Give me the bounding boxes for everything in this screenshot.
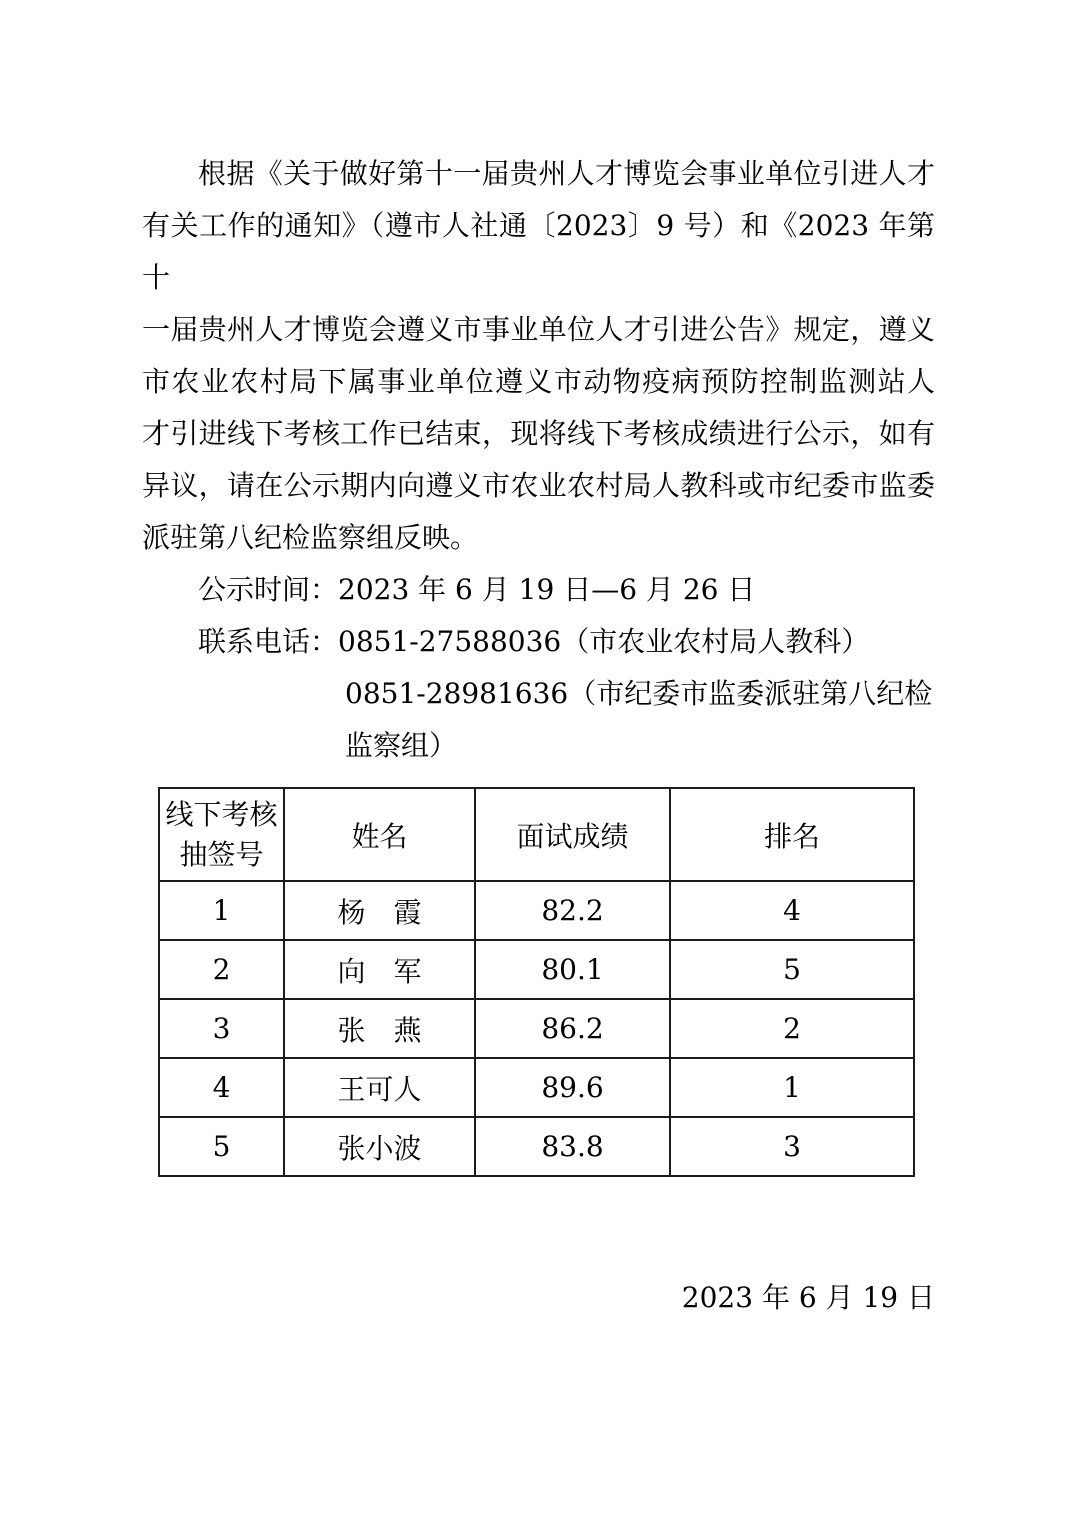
table-row [159, 881, 914, 940]
cell-draw-number: 1 [159, 881, 284, 940]
paragraph-line-2: 有关工作的通知》（遵市人社通〔2023〕9 号）和《2023 年第十 [142, 209, 935, 294]
cell-rank: 5 [670, 940, 914, 999]
paragraph-line-3: 一届贵州人才博览会遵义市事业单位人才引进公告》规定，遵义 [142, 313, 935, 346]
table-header-row [159, 788, 914, 881]
table-row [159, 999, 914, 1058]
publicity-period-line: 公示时间：2023 年 6 月 19 日—6 月 26 日 [198, 573, 756, 606]
cell-rank: 4 [670, 881, 914, 940]
table-row [159, 1058, 914, 1117]
contact-phone-line-2: 0851-28981636（市纪委市监委派驻第八纪检监察组） [345, 677, 933, 762]
cell-name: 张 燕 [284, 999, 475, 1058]
cell-draw-number: 2 [159, 940, 284, 999]
cell-draw-number: 4 [159, 1058, 284, 1117]
cell-name: 张小波 [284, 1117, 475, 1176]
cell-name: 向 军 [284, 940, 475, 999]
paragraph-line-7: 派驻第八纪检监察组反映。 [142, 521, 479, 554]
cell-rank: 2 [670, 999, 914, 1058]
col-header-draw-number-line2: 抽签号 [179, 837, 264, 871]
col-header-rank: 排名 [670, 788, 914, 881]
cell-draw-number: 5 [159, 1117, 284, 1176]
contact-phone-line-1: 联系电话：0851-27588036（市农业农村局人教科） [198, 625, 870, 658]
notice-paragraph [142, 148, 935, 564]
paragraph-line-1: 根据《关于做好第十一届贵州人才博览会事业单位引进人才 [198, 157, 935, 190]
col-header-score: 面试成绩 [475, 788, 670, 881]
paragraph-line-4: 市农业农村局下属事业单位遵义市动物疫病预防控制监测站人 [142, 365, 935, 398]
cell-score: 83.8 [475, 1117, 670, 1176]
col-header-draw-number-line1: 线下考核 [165, 797, 278, 831]
paragraph-line-5: 才引进线下考核工作已结束，现将线下考核成绩进行公示，如有 [142, 417, 935, 450]
cell-score: 80.1 [475, 940, 670, 999]
col-header-name: 姓名 [284, 788, 475, 881]
document-date: 2023 年 6 月 19 日 [681, 1281, 935, 1314]
cell-draw-number: 3 [159, 999, 284, 1058]
score-table [158, 787, 915, 1177]
cell-score: 89.6 [475, 1058, 670, 1117]
table-row [159, 940, 914, 999]
cell-rank: 3 [670, 1117, 914, 1176]
col-header-draw-number [159, 788, 284, 881]
cell-score: 82.2 [475, 881, 670, 940]
cell-name: 王可人 [284, 1058, 475, 1117]
table-row [159, 1117, 914, 1176]
paragraph-line-6: 异议，请在公示期内向遵义市农业农村局人教科或市纪委市监委 [142, 469, 935, 502]
cell-rank: 1 [670, 1058, 914, 1117]
cell-name: 杨 霞 [284, 881, 475, 940]
cell-score: 86.2 [475, 999, 670, 1058]
